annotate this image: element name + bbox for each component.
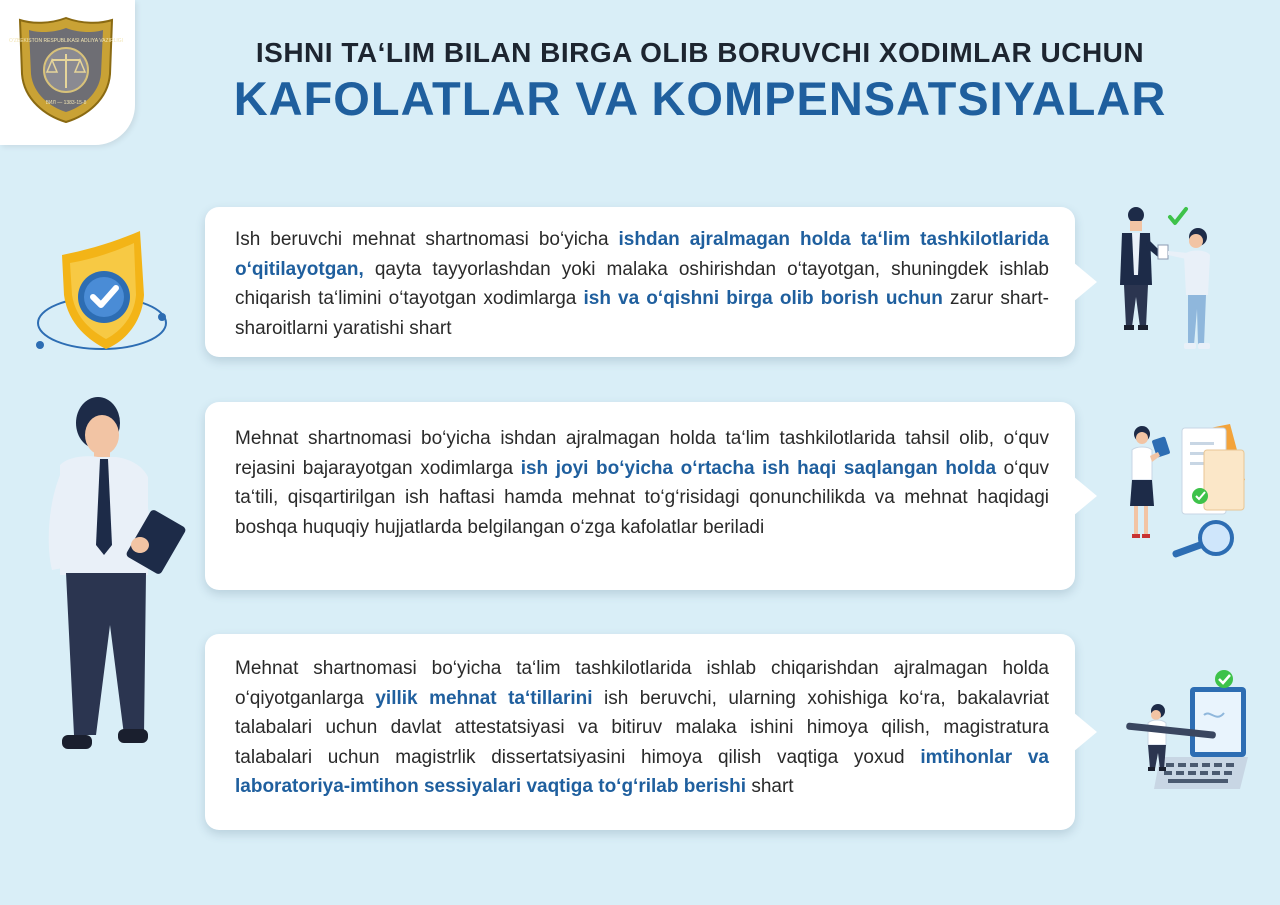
page-title (150, 34, 1250, 126)
woman-with-laptop-icon (1120, 665, 1255, 795)
title-line-1: ISHNI TA‘LIM BILAN BIRGA OLIB BORUVCHI XODIMLAR UCHUN (255, 37, 1145, 68)
card-1-text-2: qayta tayyorlashdan yoki malaka oshirishdan o‘tayotgan, shuningdek ishlab chiqarish ta‘limini o‘tayotgan xodimlarga (235, 258, 1049, 309)
logo-top-text: O'ZBEKISTON RESPUBLIKASI ADLIYA VAZIRLIGI (8, 38, 124, 44)
card-1-highlight-1: ishdan ajralmagan holda ta‘lim tashkilotlarida o‘qitilayotgan, (235, 229, 1049, 280)
businessman-with-tablet-icon (38, 395, 188, 780)
card-1-text-3: zarur shart-sharoitlarni yaratishi shart (235, 288, 1050, 339)
ministry-emblem-icon (8, 14, 124, 126)
logo-bottom-text: ВИЛ — 1383-15-8 (45, 100, 87, 106)
card-3-text-1: Mehnat shartnomasi bo‘yicha ta‘lim tashkilotlarida ishlab chiqarishdan ajralmagan holda o‘qiyotganlarga (235, 658, 1049, 709)
card-3-highlight-1: yillik mehnat ta‘tillarini (375, 687, 593, 709)
people-exchanging-document-icon (1112, 205, 1227, 360)
title-line-2: KAFOLATLAR VA KOMPENSATSIYALAR (233, 72, 1167, 125)
info-card-2 (205, 402, 1075, 590)
card-3-text-3: shart (746, 776, 794, 797)
woman-with-documents-icon (1120, 420, 1255, 565)
shield-check-icon (32, 225, 172, 365)
info-card-1 (205, 207, 1075, 357)
card-3-text-2: ish beruvchi, ularning xohishiga ko‘ra, bakalavriat talabalari uchun davlat attestatsiyasi va bitiruv malaka ishini himoya qilish, magistratura talabalari uchun magistrlik dissertatsiyasini himoya qilish vaqtiga yoxud (235, 687, 1049, 768)
info-card-3 (205, 634, 1075, 830)
card-1-highlight-2: ish va o‘qishni birga olib borish uchun (583, 288, 943, 309)
card-2-highlight-1: ish joyi bo‘yicha o‘rtacha ish haqi saqlangan holda (520, 457, 997, 479)
card-2-text-2: o‘quv ta‘tili, qisqartirilgan ish haftasi hamda mehnat to‘g‘risidagi qonunchilikda va mehnat haqidagi boshqa huquqiy hujjatlarda belgilangan o‘zga kafolatlar beriladi (235, 457, 1050, 538)
card-2-text-1: Mehnat shartnomasi bo‘yicha ishdan ajralmagan holda ta‘lim tashkilotlarida tahsil olib, o‘quv rejasini bajarayotgan xodimlarga (235, 428, 1049, 479)
card-3-highlight-2: imtihonlar va laboratoriya-imtihon sessiyalari vaqtiga to‘g‘rilab berishi (235, 746, 1049, 797)
logo-container (0, 0, 135, 145)
card-1-text-1: Ish beruvchi mehnat shartnomasi bo‘yicha (235, 229, 619, 250)
